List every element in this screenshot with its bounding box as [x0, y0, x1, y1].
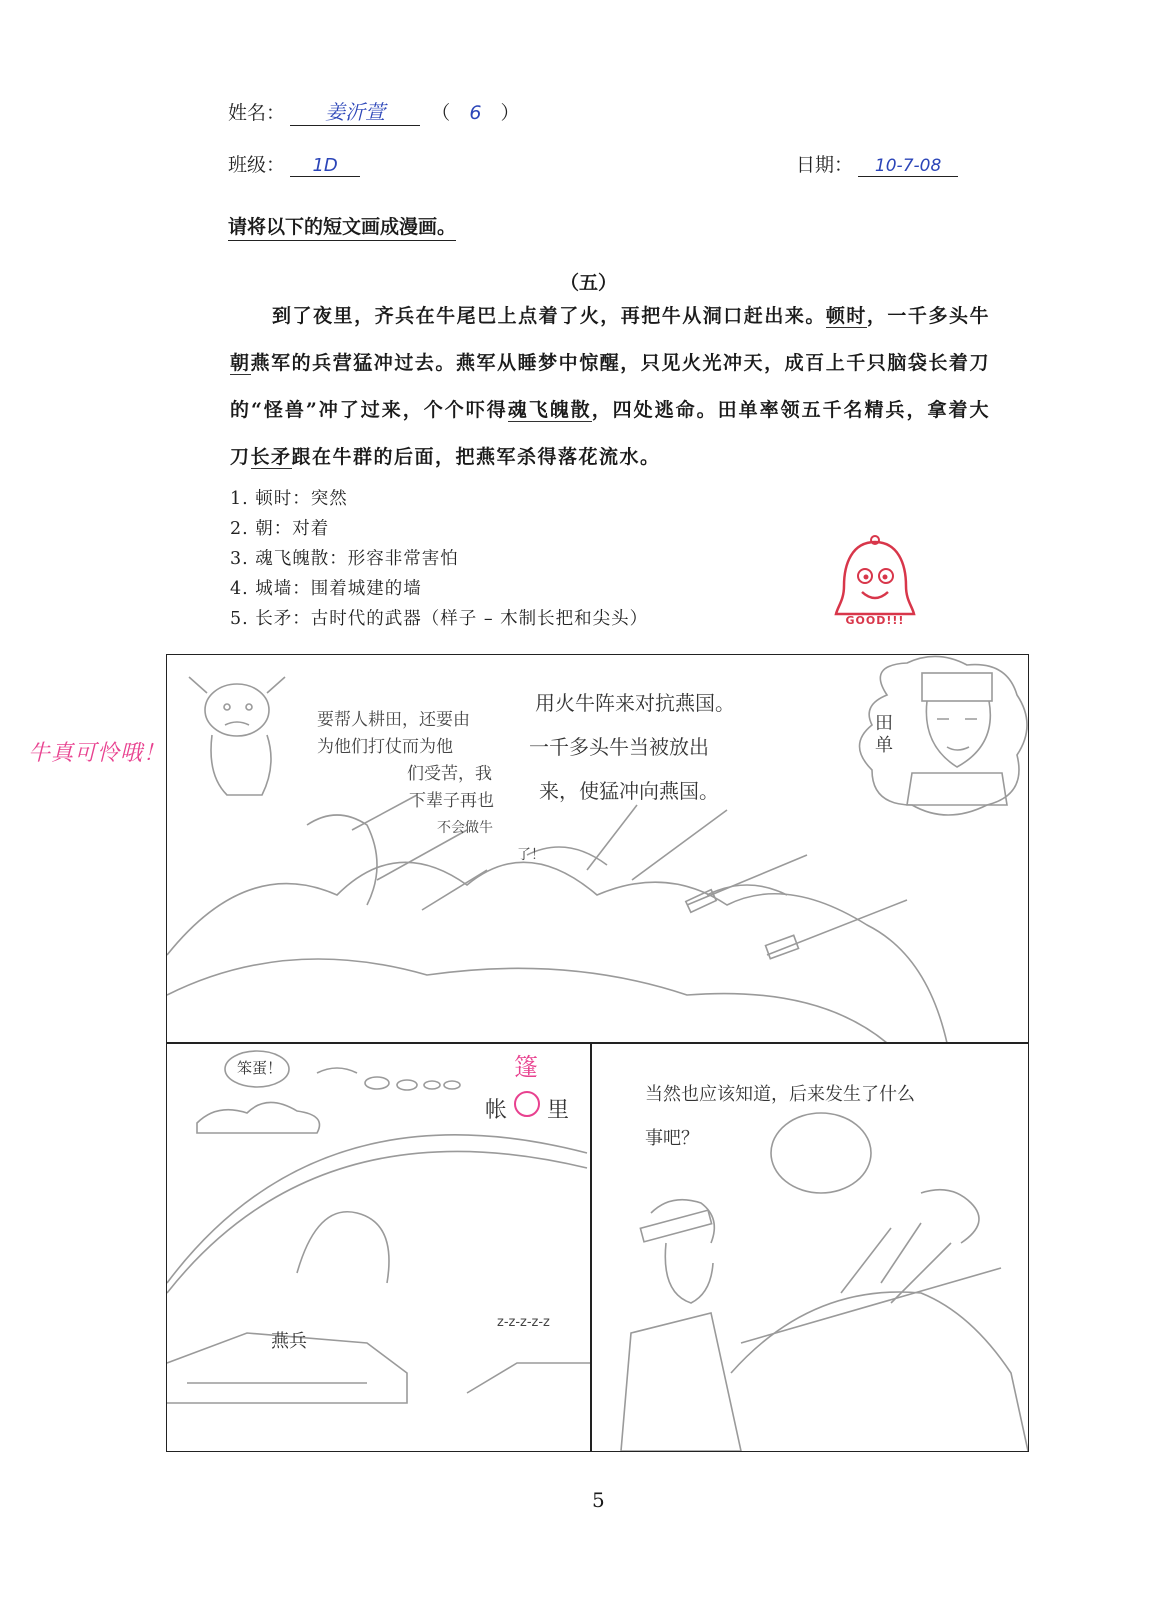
glossary-item: 3. 魂飞魄散：形容非常害怕 — [230, 549, 459, 569]
narration-line: 一千多头牛当被放出 — [529, 735, 709, 759]
name-field — [290, 96, 420, 126]
passage-part: 燕军的兵营猛冲过去。燕军从睡梦中惊醒，只见火光冲天，成百上千只脑袋长着刀的“怪兽”冲了过来，个个吓得 — [230, 352, 990, 421]
tent-label-1: 帐 — [485, 1098, 508, 1123]
ox-speech-line: 下辈子再也 — [409, 791, 494, 811]
date-label: 日期： — [796, 154, 854, 176]
narration-line: 用火牛阵来对抗燕国。 — [535, 691, 735, 715]
instruction — [228, 212, 456, 239]
date-field — [858, 156, 958, 177]
passage — [230, 293, 990, 481]
section-title: （五） — [560, 272, 618, 294]
tent-correction-text: 篷 — [514, 1053, 539, 1081]
name-row — [228, 96, 648, 130]
glossary-item: 2. 朝：对着 — [230, 519, 330, 539]
bubble-text: 笨蛋！ — [237, 1059, 283, 1077]
caption-line: 事吧？ — [645, 1128, 699, 1149]
passage-part: ，四处逃命。田单率领五千名精兵，拿着大刀 — [230, 399, 990, 468]
ox-speech-line: 为他们打仗而为他 — [317, 737, 453, 757]
seat-close: ） — [500, 102, 520, 124]
name-value: 姜沂萱 — [325, 100, 386, 124]
seat-value: 6 — [469, 102, 482, 124]
passage-vocab-changmao: 长矛 — [250, 446, 292, 468]
snore-text: z-z-z-z-z — [497, 1315, 550, 1330]
ox-speech — [317, 707, 545, 869]
class-value: 1D — [312, 155, 338, 176]
date-row — [796, 150, 996, 184]
panel3-caption — [645, 1073, 915, 1161]
date-value: 10-7-08 — [874, 156, 942, 176]
tian-dan-label: 田单 — [875, 713, 893, 756]
class-row — [228, 150, 528, 184]
passage-vocab-dunshi: 顿时 — [825, 305, 867, 327]
tent-label — [485, 1053, 570, 1124]
tent-label-2: 里 — [547, 1098, 570, 1123]
caption-line: 当然也应该知道，后来发生了什么 — [645, 1084, 915, 1105]
instruction-text: 请将以下的短文画成漫画。 — [228, 216, 456, 241]
passage-part: ，一千多头牛 — [866, 305, 990, 327]
ox-speech-line: 不会做牛 — [437, 820, 493, 836]
glossary-item: 1. 顿时：突然 — [230, 489, 348, 509]
page-number: 5 — [592, 1488, 605, 1512]
passage-part: 到了夜里，齐兵在牛尾巴上点着了火，再把牛从洞口赶出来。 — [272, 305, 826, 327]
seat-open: （ — [431, 102, 451, 124]
teacher-comment: 牛真可怜哦！ — [28, 741, 167, 766]
ox-speech-line: 要帮人耕田，还要由 — [317, 710, 470, 730]
stamp-text: GOOD!!! — [845, 614, 905, 627]
passage-vocab-hunfei: 魂飞魄散 — [507, 399, 592, 421]
glossary-item: 4. 城墙：围着城建的墙 — [230, 579, 422, 599]
glossary-item: 5. 长矛：古时代的武器（样子 – 木制长把和尖头） — [230, 609, 649, 629]
ox-speech-line: 了！ — [517, 847, 545, 863]
narration-line: 来，使猛冲向燕国。 — [539, 779, 719, 803]
comic-panel-1 — [166, 654, 1029, 1044]
comic-panel-3 — [590, 1042, 1029, 1452]
class-label: 班级： — [228, 154, 286, 176]
name-label: 姓名： — [228, 102, 286, 124]
good-stamp — [830, 534, 920, 634]
soldier-label: 燕兵 — [271, 1331, 307, 1352]
passage-part: 跟在牛群的后面，把燕军杀得落花流水。 — [291, 446, 661, 468]
tent-correction-circle — [514, 1091, 540, 1117]
ox-speech-line: 们受苦，我 — [407, 764, 492, 784]
class-field — [290, 155, 360, 177]
tent-correction — [514, 1053, 540, 1123]
passage-vocab-chao: 朝 — [230, 352, 251, 374]
narration — [529, 681, 735, 813]
comic-panel-2 — [166, 1042, 592, 1452]
comic-frame — [166, 654, 1030, 1452]
